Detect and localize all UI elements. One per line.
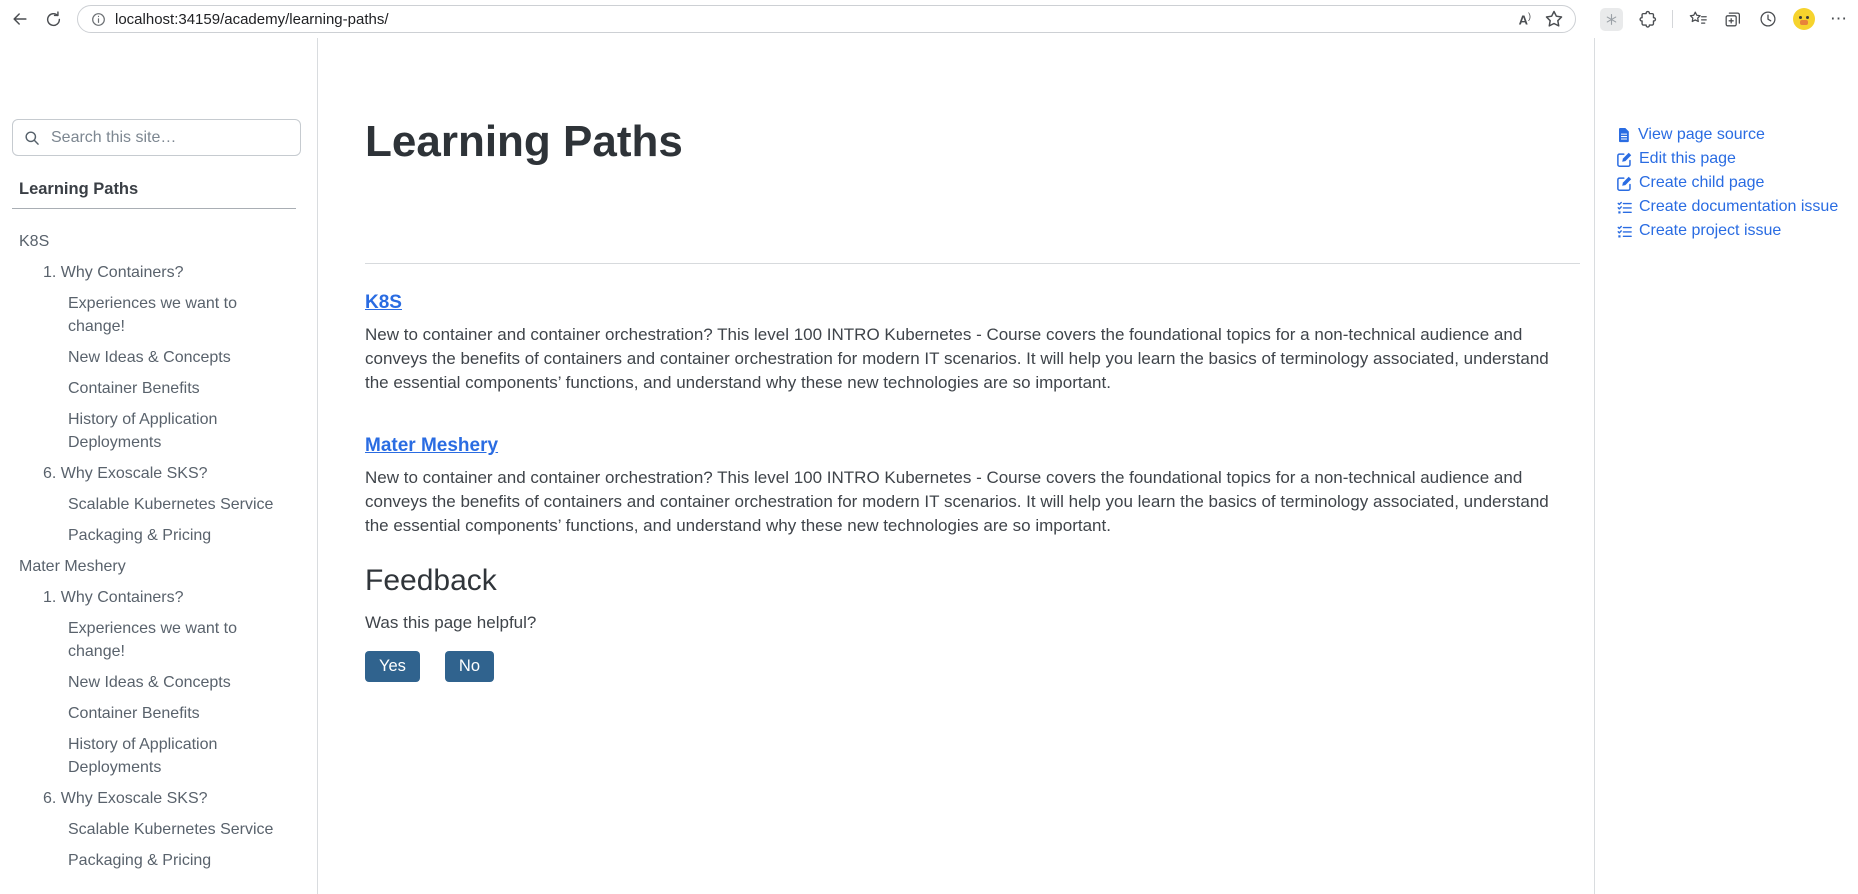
- nav-item-container-benefits-2[interactable]: Container Benefits: [68, 705, 200, 722]
- address-bar[interactable]: [77, 5, 1576, 33]
- edit-icon: [1617, 152, 1632, 167]
- nav-item-experiences-2[interactable]: Experiences we want to change!: [68, 620, 237, 660]
- create-documentation-issue-link[interactable]: Create documentation issue: [1617, 197, 1858, 217]
- browser-action-icons: [1600, 8, 1848, 31]
- feedback-yes-button[interactable]: Yes: [365, 651, 420, 682]
- search-icon: [24, 130, 40, 146]
- history-icon[interactable]: [1758, 9, 1778, 29]
- entry-link-mater-meshery[interactable]: Mater Meshery: [365, 435, 499, 456]
- profile-avatar[interactable]: [1793, 8, 1815, 30]
- edit-this-page-link[interactable]: Edit this page: [1617, 149, 1858, 169]
- nav-item-new-ideas-2[interactable]: New Ideas & Concepts: [68, 674, 231, 691]
- nav-item-why-containers-2[interactable]: 1. Why Containers?: [43, 589, 184, 606]
- page-title: Learning Paths: [365, 117, 683, 166]
- nav-item-history-deployments-2[interactable]: History of Application Deployments: [68, 736, 218, 776]
- learning-path-entry: [365, 435, 1580, 538]
- file-icon: [1617, 127, 1631, 143]
- site-search[interactable]: [12, 119, 301, 156]
- nav-item-why-exoscale-sks[interactable]: 6. Why Exoscale SKS?: [43, 465, 208, 482]
- nav-item-container-benefits[interactable]: Container Benefits: [68, 380, 200, 397]
- edit-icon: [1617, 176, 1632, 191]
- create-child-page-link[interactable]: Create child page: [1617, 173, 1858, 193]
- avatar-eye: [1799, 16, 1802, 19]
- more-menu-icon[interactable]: ⋯: [1830, 9, 1848, 28]
- site-info-icon[interactable]: [90, 11, 107, 28]
- toolbar-divider: [1672, 10, 1673, 28]
- nav-item-new-ideas[interactable]: New Ideas & Concepts: [68, 349, 231, 366]
- nav-item-scalable-k8s-service[interactable]: Scalable Kubernetes Service: [68, 496, 274, 513]
- refresh-icon[interactable]: [44, 10, 63, 29]
- nav-item-why-containers[interactable]: 1. Why Containers?: [43, 264, 184, 281]
- nav-item-k8s[interactable]: K8S: [19, 233, 50, 250]
- favorite-star-icon[interactable]: [1545, 10, 1563, 28]
- collections-icon[interactable]: [1723, 9, 1743, 29]
- page-meta-links: [1594, 38, 1858, 894]
- favorites-bar-icon[interactable]: [1688, 9, 1708, 29]
- sidebar-section-title: Learning Paths: [19, 180, 139, 198]
- feedback-buttons: [365, 651, 1580, 682]
- nav-item-why-exoscale-sks-2[interactable]: 6. Why Exoscale SKS?: [43, 790, 208, 807]
- feedback-title: Feedback: [365, 564, 497, 597]
- list-check-icon: [1617, 224, 1632, 239]
- list-check-icon: [1617, 200, 1632, 215]
- title-divider: [365, 263, 1580, 264]
- browser-toolbar: [0, 0, 1858, 38]
- nav-item-experiences[interactable]: Experiences we want to change!: [68, 295, 237, 335]
- nav-item-mater-meshery[interactable]: Mater Meshery: [19, 558, 126, 575]
- feedback-no-button[interactable]: No: [445, 651, 494, 682]
- sidebar-divider: [12, 208, 296, 209]
- url-text: localhost:34159/academy/learning-paths/: [115, 10, 389, 28]
- avatar-eye: [1806, 16, 1809, 19]
- nav-item-history-deployments[interactable]: History of Application Deployments: [68, 411, 218, 451]
- search-input[interactable]: [49, 128, 289, 148]
- feedback-question: Was this page helpful?: [365, 613, 537, 632]
- sidebar-nav: [12, 230, 301, 872]
- left-sidebar: [0, 38, 318, 894]
- view-page-source-link[interactable]: View page source: [1617, 125, 1858, 145]
- learning-path-entry: [365, 292, 1580, 395]
- back-icon[interactable]: [10, 9, 30, 29]
- avatar-mouth: [1800, 20, 1808, 25]
- extensions-icon[interactable]: [1638, 10, 1657, 29]
- entry-link-k8s[interactable]: K8S: [365, 292, 402, 313]
- entry-description: New to container and container orchestration? This level 100 INTRO Kubernetes - Course covers the foundational topics for a non-technical audience and conveys the benefits of containers and container orchestration for modern IT scenarios. It will help you learn the basics of terminology associated, understand the essential components’ functions, and understand why these new technologies are so important.: [365, 468, 1549, 535]
- create-project-issue-link[interactable]: Create project issue: [1617, 221, 1858, 241]
- nav-item-scalable-k8s-service-2[interactable]: Scalable Kubernetes Service: [68, 821, 274, 838]
- browser-essentials-icon[interactable]: [1600, 8, 1623, 31]
- nav-item-packaging-pricing[interactable]: Packaging & Pricing: [68, 527, 212, 544]
- page-content: [0, 38, 1858, 894]
- read-aloud-icon[interactable]: A): [1518, 10, 1531, 28]
- main-content: [318, 38, 1594, 894]
- entry-description: New to container and container orchestration? This level 100 INTRO Kubernetes - Course covers the foundational topics for a non-technical audience and conveys the benefits of containers and container orchestration for modern IT scenarios. It will help you learn the basics of terminology associated, understand the essential components’ functions, and understand why these new technologies are so important.: [365, 325, 1549, 392]
- nav-item-packaging-pricing-2[interactable]: Packaging & Pricing: [68, 852, 212, 869]
